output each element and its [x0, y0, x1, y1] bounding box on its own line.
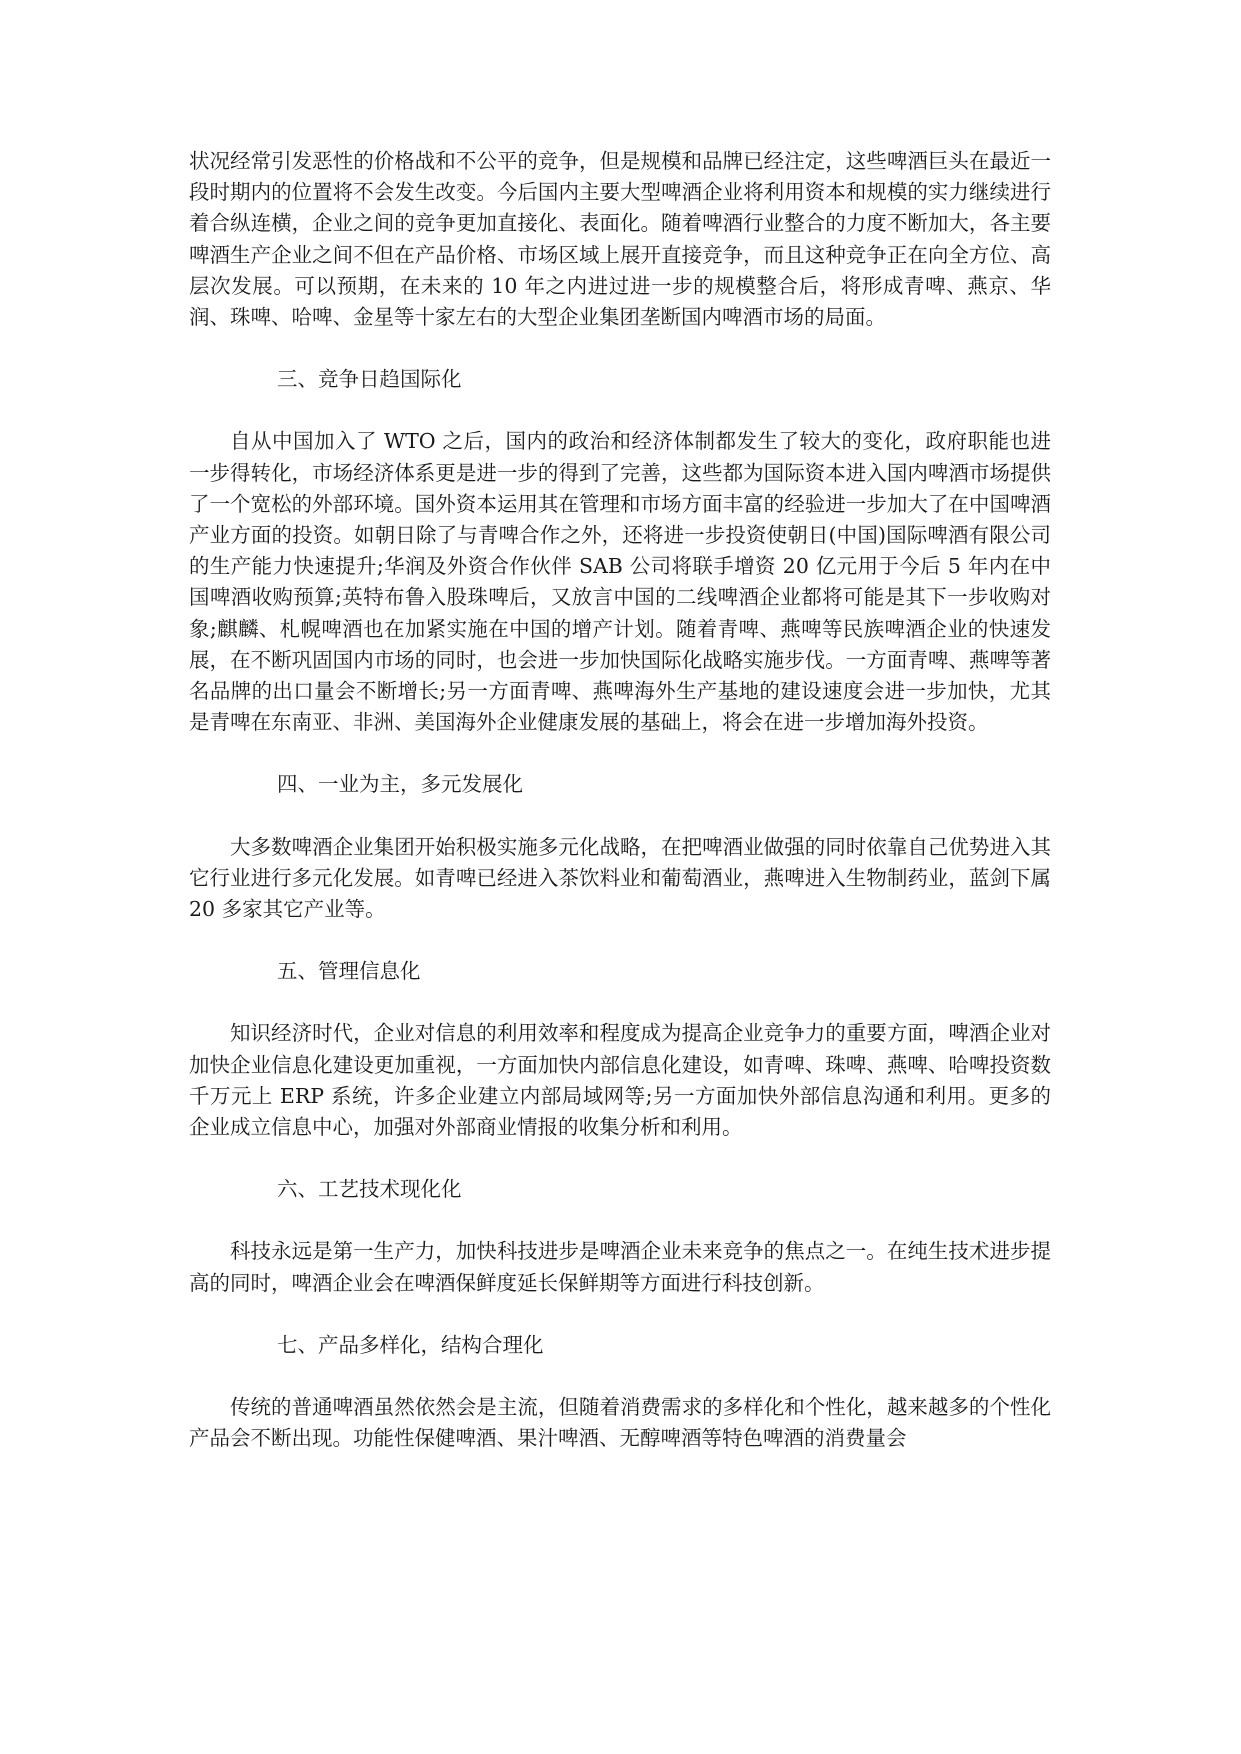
paragraph-spacer — [189, 395, 1051, 426]
section-heading-diversification: 四、一业为主，多元发展化 — [277, 772, 523, 797]
paragraph-market-consolidation: 状况经常引发恶性的价格战和不公平的竞争，但是规模和品牌已经注定，这些啤酒巨头在最近一段时期内的位置将不会发生改变。今后国内主要大型啤酒企业将利用资本和规模的实力继续进行着合纵连横，企业之间的竞争更加直接化、表面化。随着啤酒行业整合的力度不断加大，各主要啤酒生产企业之间不但在产品价格、市场区域上展开直接竞争，而且这种竞争正在向全方位、高层次发展。可以预期，在未来的 10 年之内进过进一步的规模整合后，将形成青啤、燕京、华润、珠啤、哈啤、金星等十家左右的大型企业集团垄断国内啤酒市场的局面。 — [189, 149, 1051, 330]
paragraph-informatization: 知识经济时代，企业对信息的利用效率和程度成为提高企业竞争力的重要方面，啤酒企业对加快企业信息化建设更加重视，一方面加快内部信息化建设，如青啤、珠啤、燕啤、哈啤投资数千万元上 ERP 系统，许多企业建立内部局域网等;另一方面加快外部信息沟通和利用。更多的企业成立信息中心，加强对外部商业情报的收集分析和利用。 — [189, 1021, 1051, 1140]
document-body — [189, 146, 1051, 1455]
section-heading-informatization: 五、管理信息化 — [277, 959, 421, 984]
paragraph-spacer — [189, 1205, 1051, 1236]
paragraph-diversification: 大多数啤酒企业集团开始积极实施多元化战略，在把啤酒业做强的同时依靠自己优势进入其它行业进行多元化发展。如青啤已经进入茶饮料业和葡萄酒业，燕啤进入生物制药业，蓝剑下属 20 多家其它产业等。 — [189, 834, 1051, 922]
paragraph-internationalization: 自从中国加入了 WTO 之后，国内的政治和经济体制都发生了较大的变化，政府职能也进一步得转化，市场经济体系更是进一步的得到了完善，这些都为国际资本进入国内啤酒市场提供了一个宽松的外部环境。国外资本运用其在管理和市场方面丰富的经验进一步加大了在中国啤酒产业方面的投资。如朝日除了与青啤合作之外，还将进一步投资使朝日(中国)国际啤酒有限公司的生产能力快速提升;华润及外资合作伙伴 SAB 公司将联手增资 20 亿元用于今后 5 年内在中国啤酒收购预算;英特布鲁入股珠啤后，又放言中国的二线啤酒企业都将可能是其下一步收购对象;麒麟、札幌啤酒也在加紧实施在中国的增产计划。随着青啤、燕啤等民族啤酒企业的快速发展，在不断巩固国内市场的同时，也会进一步加快国际化战略实施步伐。一方面青啤、燕啤等著名品牌的出口量会不断增长;另一方面青啤、燕啤海外生产基地的建设速度会进一步加快，尤其是青啤在东南亚、非洲、美国海外企业健康发展的基础上，将会在进一步增加海外投资。 — [189, 429, 1051, 735]
paragraph-spacer — [189, 801, 1051, 832]
paragraph-spacer — [189, 1299, 1051, 1330]
paragraph-spacer — [189, 333, 1051, 364]
paragraph-spacer — [189, 925, 1051, 956]
paragraph-spacer — [189, 1361, 1051, 1392]
paragraph-spacer — [189, 1143, 1051, 1174]
paragraph-spacer — [189, 738, 1051, 769]
section-heading-product-diversity: 七、产品多样化，结构合理化 — [277, 1332, 544, 1357]
paragraph-technology: 科技永远是第一生产力，加快科技进步是啤酒企业未来竞争的焦点之一。在纯生技术进步提高的同时，啤酒企业会在啤酒保鲜度延长保鲜期等方面进行科技创新。 — [189, 1239, 1051, 1295]
section-heading-technology: 六、工艺技术现化化 — [277, 1177, 462, 1202]
section-heading-internationalization: 三、竞争日趋国际化 — [277, 367, 462, 392]
paragraph-spacer — [189, 987, 1051, 1018]
paragraph-product-diversity: 传统的普通啤酒虽然依然会是主流，但随着消费需求的多样化和个性化，越来越多的个性化产品会不断出现。功能性保健啤酒、果汁啤酒、无醇啤酒等特色啤酒的消费量会 — [189, 1395, 1051, 1451]
